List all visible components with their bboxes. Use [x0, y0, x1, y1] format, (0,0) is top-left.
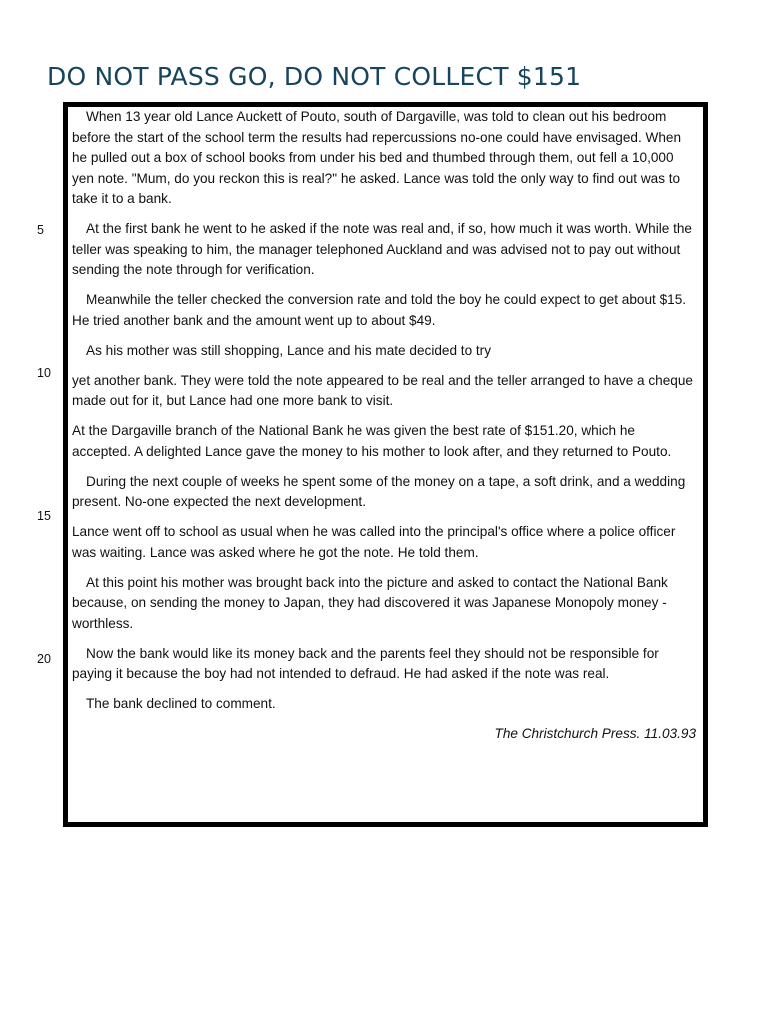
- page-title: DO NOT PASS GO, DO NOT COLLECT $151: [47, 62, 582, 91]
- paragraph-3: Meanwhile the teller checked the conversion rate and told the boy he could expect to get about $15. He tried another bank and the amount went up to about $49.: [72, 292, 687, 328]
- paragraph-6: At the Dargaville branch of the National Bank he was given the best rate of $151.20, which he accepted. A delighted Lance gave the money to his mother to look after, and they returned to Pouto.: [72, 423, 672, 459]
- paragraph-1: When 13 year old Lance Auckett of Pouto, south of Dargaville, was told to clean out his bedroom before the start of the school term the results had repercussions no-one could have envisaged. When he pulled out a box of school books from under his bed and thumbed through them, out fell a 10,000 yen note. "Mum, do you reckon this is real?" he asked. Lance was told the only way to find out was to take it to a bank.: [72, 109, 682, 206]
- paragraph-11: The bank declined to comment.: [86, 696, 276, 711]
- paragraph-5: yet another bank. They were told the note appeared to be real and the teller arranged to have a cheque made out for it, but Lance had one more bank to visit.: [72, 372, 693, 408]
- paragraph-8: Lance went off to school as usual when he was called into the principal's office where a police officer was waiting. Lance was asked where he got the note. He told them.: [72, 524, 676, 560]
- line-number-20: 20: [37, 652, 51, 666]
- paragraph-9: At this point his mother was brought back into the picture and asked to contact the National Bank because, on sending the money to Japan, they had discovered it was Japanese Monopoly money - worthless.: [72, 574, 668, 631]
- paragraph-2: At the first bank he went to he asked if the note was real and, if so, how much it was worth. While the teller was speaking to him, the manager telephoned Auckland and was advised not to pay out without sending the note through for verification.: [72, 221, 692, 277]
- paragraph-4: As his mother was still shopping, Lance and his mate decided to try: [86, 342, 492, 358]
- article-attribution: The Christchurch Press. 11.03.93: [494, 726, 696, 741]
- paragraph-7: During the next couple of weeks he spent some of the money on a tape, a soft drink, and a wedding present. No-one expected the next development.: [72, 473, 686, 509]
- line-number-10: 10: [37, 366, 51, 380]
- paragraph-10: Now the bank would like its money back and the parents feel they should not be responsible for paying it because the boy had not intended to defraud. He had asked if the note was real.: [72, 645, 659, 681]
- line-number-15: 15: [37, 509, 51, 523]
- line-number-5: 5: [37, 223, 44, 237]
- article-body: [72, 107, 697, 745]
